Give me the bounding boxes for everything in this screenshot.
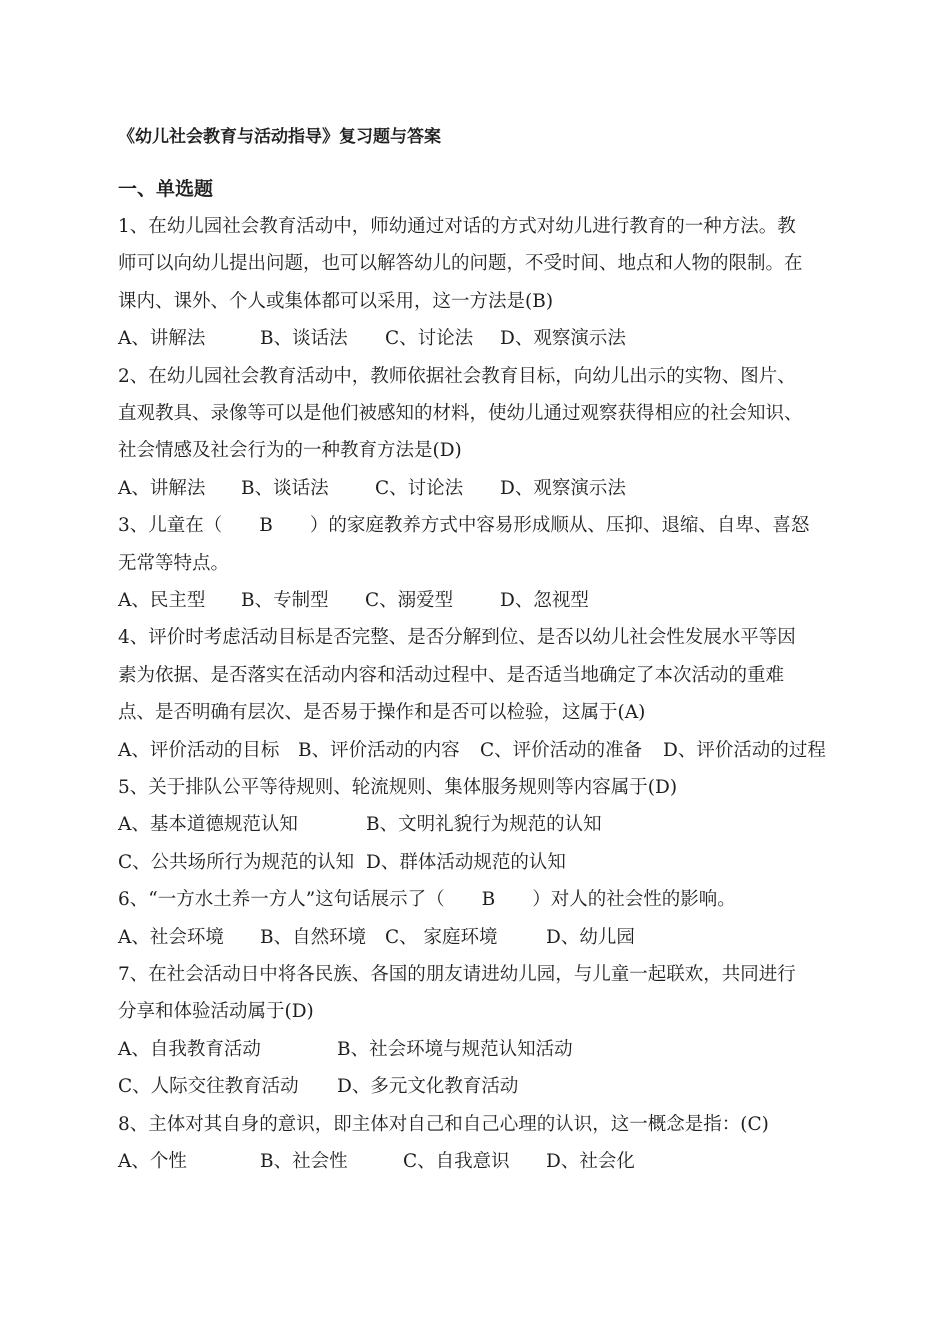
question-5-option: A、基本道德规范认知 — [118, 814, 298, 836]
question-1-option: A、讲解法 — [118, 328, 206, 350]
question-5-option: B、文明礼貌行为规范的认知 — [366, 814, 602, 836]
question-2-text-line: 社会情感及社会行为的一种教育方法是(D) — [118, 440, 462, 462]
question-6-text-line: 6、“一方水土养一方人”这句话展示了（ B ）对人的社会性的影响。 — [118, 889, 736, 911]
question-6-option: A、社会环境 — [118, 926, 224, 948]
question-2-option: A、讲解法 — [118, 477, 206, 499]
section-heading: 一、单选题 — [118, 178, 214, 200]
question-1-text-line: 师可以向幼儿提出问题，也可以解答幼儿的问题，不受时间、地点和人物的限制。在 — [118, 253, 803, 275]
question-1-option: B、谈话法 — [260, 328, 348, 350]
question-4-text-line: 4、评价时考虑活动目标是否完整、是否分解到位、是否以幼儿社会性发展水平等因 — [118, 627, 796, 649]
question-2-option: D、观察演示法 — [500, 477, 626, 499]
question-2-option: B、谈话法 — [241, 477, 329, 499]
question-2-option: C、讨论法 — [375, 477, 464, 499]
question-3-option: D、忽视型 — [500, 590, 589, 611]
question-4-text-line: 素为依据、是否落实在活动内容和活动过程中、是否适当地确定了本次活动的重难 — [118, 664, 785, 686]
question-4-option: C、评价活动的准备 — [480, 739, 643, 761]
document-title: 《幼儿社会教育与活动指导》复习题与答案 — [118, 127, 441, 147]
question-3-text-line: 3、儿童在（ B ）的家庭教养方式中容易形成顺从、压抑、退缩、自卑、喜怒 — [118, 515, 810, 537]
question-3-option: A、民主型 — [118, 590, 206, 611]
question-1-option: C、讨论法 — [385, 328, 474, 350]
question-7-text-line: 分享和体验活动属于(D) — [118, 1001, 314, 1023]
question-6-option: B、自然环境 — [260, 926, 367, 948]
question-5-option: D、群体活动规范的认知 — [366, 851, 566, 873]
question-2-text-line: 直观教具、录像等可以是他们被感知的材料，使幼儿通过观察获得相应的社会知识、 — [118, 403, 803, 424]
question-6-option: C、 家庭环境 — [385, 926, 498, 948]
question-4-option: A、评价活动的目标 — [118, 739, 280, 761]
question-7-text-line: 7、在社会活动日中将各民族、各国的朋友请进幼儿园，与儿童一起联欢，共同进行 — [118, 964, 796, 985]
question-8-option: D、社会化 — [546, 1151, 635, 1172]
question-4-text-line: 点、是否明确有层次、是否易于操作和是否可以检验，这属于(A) — [118, 702, 646, 724]
question-2-text-line: 2、在幼儿园社会教育活动中，教师依据社会教育目标，向幼儿出示的实物、图片、 — [118, 365, 796, 387]
question-3-option: C、溺爱型 — [365, 590, 454, 611]
question-5-option: C、公共场所行为规范的认知 — [118, 851, 355, 873]
question-5-text-line: 5、关于排队公平等待规则、轮流规则、集体服务规则等内容属于(D) — [118, 777, 678, 798]
question-7-option: C、人际交往教育活动 — [118, 1076, 299, 1098]
question-8-option: C、自我意识 — [403, 1151, 510, 1172]
question-4-option: D、评价活动的过程 — [663, 739, 826, 761]
question-1-option: D、观察演示法 — [500, 328, 626, 350]
question-4-option: B、评价活动的内容 — [298, 739, 460, 761]
question-1-text-line: 1、在幼儿园社会教育活动中，师幼通过对话的方式对幼儿进行教育的一种方法。教 — [118, 216, 796, 237]
question-8-option: A、个性 — [118, 1151, 187, 1172]
question-7-option: A、自我教育活动 — [118, 1038, 261, 1060]
question-3-text-line: 无常等特点。 — [118, 552, 230, 574]
question-7-option: D、多元文化教育活动 — [337, 1076, 519, 1098]
question-1-text-line: 课内、课外、个人或集体都可以采用，这一方法是(B) — [118, 290, 554, 312]
question-8-option: B、社会性 — [260, 1151, 348, 1172]
question-6-option: D、幼儿园 — [546, 926, 635, 948]
question-3-option: B、专制型 — [241, 590, 329, 611]
question-8-text-line: 8、主体对其自身的意识，即主体对自己和自己心理的认识，这一概念是指：(C) — [118, 1113, 769, 1135]
question-7-option: B、社会环境与规范认知活动 — [337, 1038, 573, 1060]
